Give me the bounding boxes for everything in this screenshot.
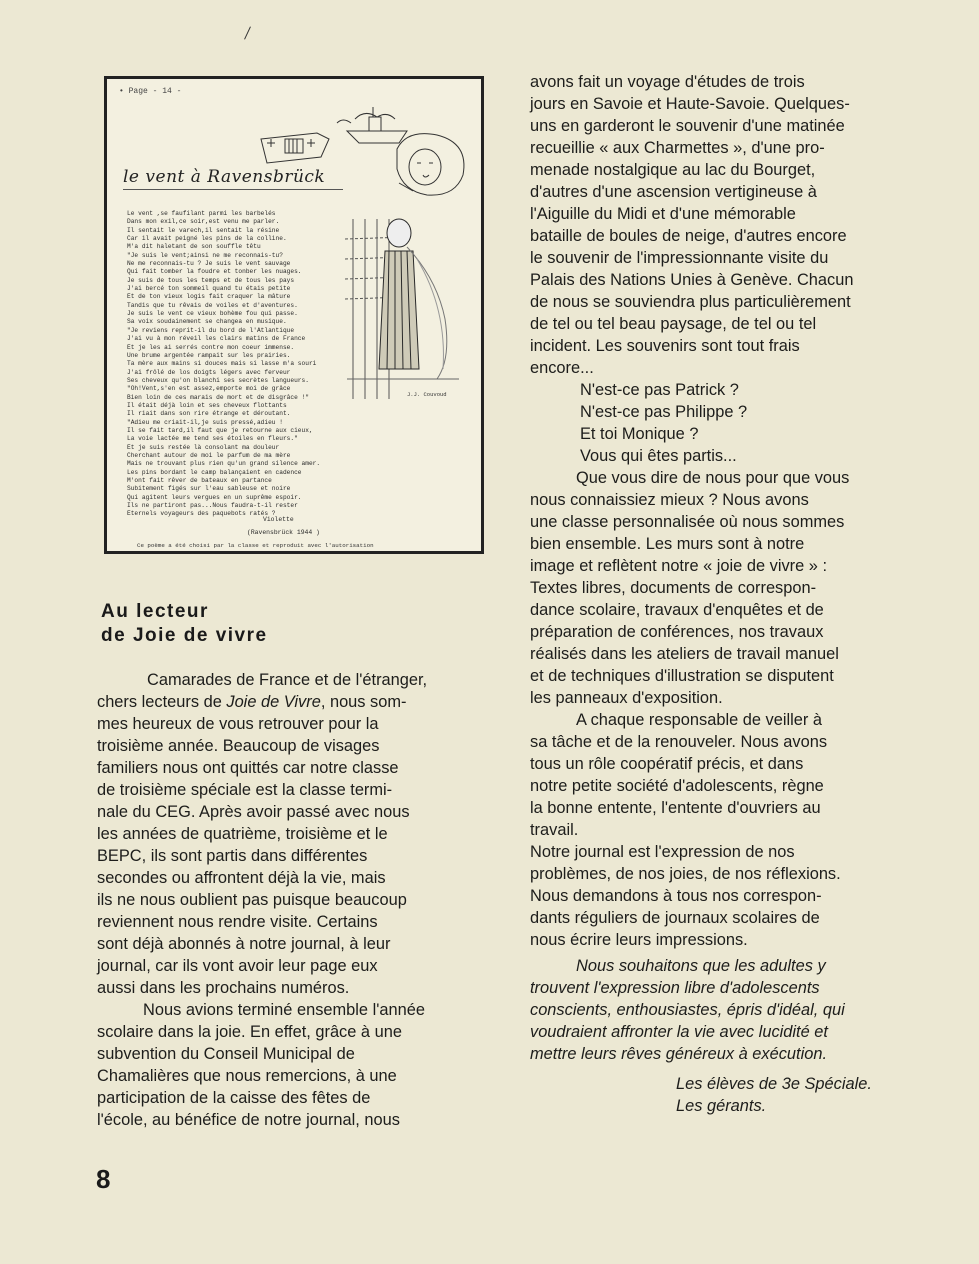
text-line: image et reflètent notre « joie de vivre » : [530,557,828,575]
poem-line: Car il avait peigné les pins de la colline. [127,235,287,243]
text-line: nale du CEG. Après avoir passé avec nous [97,803,410,821]
text-line: notre petite société d'adolescents, règne [530,777,824,795]
poem-line: Dans mon exil,ce soir,est venu me parler. [127,218,280,226]
poem-line: Subitement figés sur l'eau sableuse et noire [127,485,291,493]
face-sketch [397,134,464,196]
poem-signature-place: (Ravensbrück 1944 ) [247,529,320,536]
text-line: familiers nous ont quittés car notre classe [97,759,399,777]
text-line: d'autres d'une ascension vertigineuse à [530,183,817,201]
text-line: bien ensemble. Les murs sont à notre [530,535,805,553]
text-line: BEPC, ils sont partis dans différentes [97,847,368,865]
text-line: réalisés dans les ateliers de travail manuel [530,645,839,663]
poem-panel [104,76,484,554]
artist-credit: J.J. Couvoud [407,391,447,398]
poem-line: Il riait dans son rire étrange et déroutant. [127,410,291,418]
page-number: 8 [96,1164,111,1194]
text-line: uns en garderont le souvenir d'une matinée [530,117,845,135]
text-line: secondes ou affrontent déjà la vie, mais [97,869,386,887]
ship-sketch [337,107,407,143]
text-line: subvention du Conseil Municipal de [97,1045,355,1063]
text-line: conscients, enthousiastes, épris d'idéal, qui [530,1001,845,1019]
poem-line: Il se fait tard,il faut que je retourne aux cieux, [127,426,313,434]
poem-line: Cherchant autour de moi le parfum de ma mère [127,451,291,459]
text-line: A chaque responsable de veiller à [576,711,823,729]
left-column [97,669,477,1131]
poem-line: Il sentait le varech,il sentait la résine [127,226,280,234]
poem-line: Ne me reconnais-tu ? Je suis le vent sauvage [127,260,291,268]
text-line: Camarades de France et de l'étranger, [147,671,428,689]
poem-signature: Violette [263,516,294,523]
poem-line: "Je reviens reprit-il du bord de l'Atlantique [127,326,295,334]
poem-title: le vent à Ravensbrück [123,167,326,187]
text-line: jours en Savoie et Haute-Savoie. Quelques- [530,95,850,113]
poem-line: Ses cheveux qu'on blanchi ses secrètes langueurs. [127,376,309,384]
text-line: problèmes, de nos joies, de nos réflexions. [530,865,841,883]
text-line: Nous souhaitons que les adultes y [576,957,826,975]
text-line: Et toi Monique ? [580,425,699,443]
poem-line: Une brume argentée rampait sur les prairies. [127,351,291,359]
text-fragment: chers lecteurs de [97,693,227,711]
text-line: le souvenir de l'impressionnante visite du [530,249,829,267]
text-line: Nous avions terminé ensemble l'année [143,1001,425,1019]
text-line: menade nostalgique au lac du Bourget, [530,161,816,179]
text-line: les années de quatrième, troisième et le [97,825,388,843]
poem-line: M'a dit haletant de son souffle têtu [127,243,261,251]
text-line: bataille de boules de neige, d'autres encore [530,227,847,245]
pen-mark [244,26,251,39]
poem-line: Tandis que tu rêvais de voiles et d'aventures. [127,301,298,309]
text-line: Palais des Nations Unies à Genève. Chacun [530,271,854,289]
text-line: incident. Les souvenirs sont tout frais [530,337,800,355]
text-line: ils ne nous oublient pas puisque beaucoup [97,891,407,909]
poem-line: J'ai bercé ton sommeil quand tu étais petite [127,285,291,293]
text-line: sont déjà abonnés à notre journal, à leur [97,935,391,953]
text-line: Les gérants. [676,1097,767,1115]
text-line: une classe personnalisée où nous sommes [530,513,845,531]
text-line: trouvent l'expression libre d'adolescents [530,979,820,997]
text-line: scolaire dans la joie. En effet, grâce à une [97,1023,402,1041]
poem-line: "Oh!Vent,s'en est assez,emporte moi de grâce [127,385,291,393]
text-line: Vous qui êtes partis... [580,447,737,465]
right-column [530,71,908,1117]
poem-line: Sa voix soudainement se changea en musique. [127,318,287,326]
text-line: nous connaissiez mieux ? Nous avons [530,491,809,509]
headline-line: Au lecteur [101,601,209,622]
poem-line: Qui fait tomber la foudre et tonber les nuages. [127,268,302,276]
text-line: Textes libres, documents de correspon- [530,579,817,597]
poem-line: La voie lactée me tend ses étoiles en fleurs." [127,435,298,443]
text-line: Les élèves de 3e Spéciale. [676,1075,872,1093]
text-line: de troisième spéciale est la classe termi- [97,781,393,799]
text-line: voudraient affronter la vie avec lucidité et [530,1023,828,1041]
text-line: la bonne entente, l'entente d'ouvriers au [530,799,821,817]
text-line: Chamalières que nous remercions, à une [97,1067,397,1085]
text-line: les panneaux d'exposition. [530,689,723,707]
text-line: avons fait un voyage d'études de trois [530,73,805,91]
poem-line: M'ont fait rêver de bateaux en partance [127,477,272,484]
text-line: préparation de conférences, nos travaux [530,623,824,641]
poem-line: Je suis de tous les temps et de tous les pays [127,276,295,284]
text-line: l'Aiguille du Midi et d'une mémorable [530,205,796,223]
poem-text [127,210,352,519]
headline-line: de Joie de vivre [101,625,268,646]
poem-line: "Adieu me criait-il,je suis pressé,adieu ! [127,418,283,426]
poem-line: Il était déjà loin et ses cheveux flottants [127,401,287,409]
poem-line: Et de ton vieux logis fait craquer la mâture [127,293,291,301]
poem-line: Le vent ,se faufilant parmi les barbelés [127,210,276,217]
text-line: et de techniques d'illustration se disputent [530,667,834,685]
text-fragment: , nous som- [320,693,407,711]
text-line: travail. [530,821,579,839]
poem-note-line: Ce poème a été choisi par la classe et reproduit avec l'autorisation [137,542,374,549]
journal-title: Joie de Vivre [226,693,321,711]
text-line: de nous se souviendra plus particulièrement [530,293,851,311]
text-line: Que vous dire de nous pour que vous [576,469,850,487]
poem-line: Ta mère aux mains si douces mais si lasse m'a souri [127,360,317,368]
title-underline [123,189,343,190]
text-line: sa tâche et de la renouveler. Nous avons [530,733,828,751]
text-line: mettre leurs rêves généreux à exécution. [530,1045,828,1063]
poem-line: Et je les ai serrés contre mon coeur immense. [127,343,295,351]
text-line: recueillie « aux Charmettes », d'une pro- [530,139,825,157]
poem-line: "Je suis le vent;ainsi ne me reconnais-tu? [127,251,283,259]
text-line: participation de la caisse des fêtes de [97,1089,371,1107]
text-line: nous écrire leurs impressions. [530,931,748,949]
article-headline [101,600,268,648]
text-line: dance scolaire, travaux d'enquêtes et de [530,601,824,619]
text-line: aussi dans les prochains numéros. [97,979,350,997]
text-line: reviennent nous rendre visite. Certains [97,913,378,931]
text-line: N'est-ce pas Patrick ? [580,381,739,399]
text-line [97,691,477,713]
barracks-sketch [261,133,329,163]
poem-line: J'ai frôlé de los doigts légers avec ferveur [127,368,291,376]
text-line: tous un rôle coopératif précis, et dans [530,755,804,773]
poem-line: Qui agitent leurs vergues en un suprême espoir. [127,493,302,501]
poem-line: Bien loin de ces marais de mort et de disgrâce !" [127,393,309,401]
text-line: Notre journal est l'expression de nos [530,843,795,861]
poem-line: Les pins bordant le camp balançaient en cadence [127,468,302,476]
poem-line: Mais ne trouvant plus rien qu'un grand silence amer. [127,460,321,468]
text-line: encore... [530,359,594,377]
text-line: N'est-ce pas Philippe ? [580,403,748,421]
poem-line: Je suis le vent ce vieux bohème fou qui passe. [127,310,298,318]
poem-line: J'ai vu à mon réveil les clairs matins de France [127,335,306,343]
poem-note [137,542,477,554]
text-line: l'école, au bénéfice de notre journal, nous [97,1111,400,1129]
text-line: dants réguliers de journaux scolaires de [530,909,820,927]
text-line: mes heureux de vous retrouver pour la [97,715,379,733]
poem-note-line: des " Francaises de Ravensbrück " [137,550,252,554]
text-line: troisième année. Beaucoup de visages [97,737,380,755]
poem-line: Ils ne partiront pas...Nous faudra-t-il rester [127,502,298,510]
text-line: journal, car ils vont avoir leur page eux [97,957,378,975]
poem-line: Eternels voyageurs des paquebots ratés ? [127,510,276,518]
text-line: de tel ou tel beau paysage, de tel ou tel [530,315,817,333]
prisoner-drawing [345,219,459,399]
poem-line: Et je suis restée là consolant ma douleur [127,443,280,451]
text-line: Nous demandons à tous nos correspon- [530,887,822,905]
poem-page-label: • Page - 14 - [119,87,182,96]
